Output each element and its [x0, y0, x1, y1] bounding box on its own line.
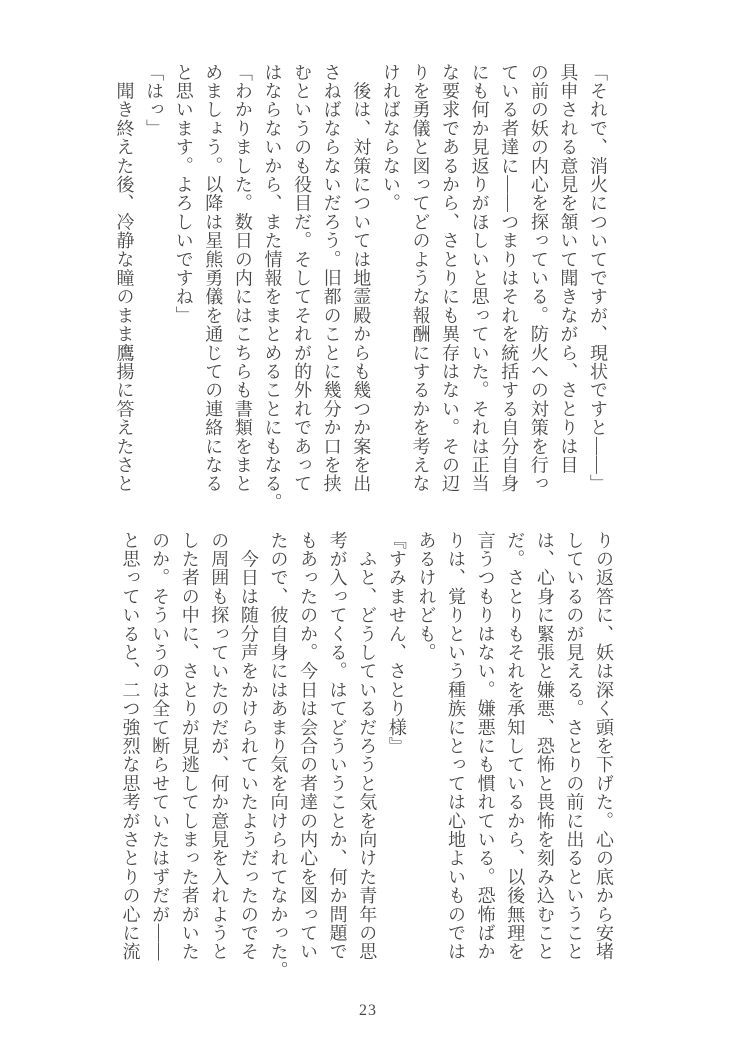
text-line: 「はっ」: [144, 63, 165, 138]
text-line: は、心身に緊張と嫌悪、恐怖と畏怖を刻み込むこと: [534, 531, 555, 962]
text-line: りは、覚りという種族にとっては心地よいものでは: [446, 531, 467, 962]
text-line: 言うつもりはない。嫌悪にも慣れている。恐怖ばか: [475, 531, 496, 962]
text-block-bottom: [115, 531, 618, 986]
text-line: ふと、どうしているだろうと気を向けた青年の思: [357, 531, 378, 962]
text-line: ている者達に――つまりはそれを統括する自分自身: [499, 63, 520, 494]
text-block-top: [109, 63, 612, 513]
text-line: りを勇儀と図ってどのような報酬にするかを考えな: [410, 63, 431, 494]
text-line: 「それで、消火についてですが、現状ですと――」: [588, 63, 608, 494]
text-line: のか。そういうのは全て断らせていたはずだが――: [150, 531, 171, 962]
text-line: さねばならないだろう。旧都のことに幾分か口を挟: [321, 63, 342, 494]
page-number: 23: [359, 1002, 377, 1019]
text-line: と思います。よろしいですね」: [173, 63, 194, 325]
text-line: した者の中に、さとりが見逃してしまった者がいた: [179, 531, 200, 962]
text-line: 聞き終えた後、冷静な瞳のまま鷹揚に答えたさと: [114, 63, 135, 494]
text-line: の周囲も探っていたのだが、何か意見を入れようと: [209, 531, 230, 962]
text-line: にも何か見返りがほしいと思っていた。それは正当: [469, 63, 490, 494]
text-line: たので、彼自身にはあまり気を向けられてなかった。: [268, 531, 289, 980]
text-line: 今日は随分声をかけられていたようだったのでそ: [238, 531, 259, 962]
text-line: あるけれども。: [416, 531, 437, 662]
text-line: めましょう。以降は星熊勇儀を通じての連絡になる: [203, 63, 224, 494]
text-line: ければならない。: [380, 63, 401, 213]
text-line: もあったのか。今日は会合の者達の内心を図ってい: [298, 531, 319, 962]
text-line: 「わかりました。数日の内にはこちらも書類をまと: [232, 63, 253, 494]
text-line: りの返答に、妖は深く頭を下げた。心の底から安堵: [594, 531, 614, 962]
text-line: の前の妖の内心を探っている。防火への対策を行っ: [528, 63, 549, 494]
text-line: 具申される意見を頷いて聞きながら、さとりは目: [558, 63, 579, 475]
text-line: 後は、対策については地霊殿からも幾つか案を出: [351, 63, 372, 494]
text-line: 考が入ってくる。はてどういうことか、何か問題で: [327, 531, 348, 962]
text-line: な要求であるから、さとりにも異存はない。その辺: [440, 63, 461, 494]
text-line: むというのも役目だ。そしてそれが的外れであって: [292, 63, 313, 494]
text-line: しているのが見える。さとりの前に出るということ: [564, 531, 585, 962]
text-line: と思っていると、二つ強烈な思考がさとりの心に流: [120, 531, 141, 962]
text-line: だ。さとりもそれを承知しているから、以後無理を: [505, 531, 526, 962]
text-line: 『すみません、さとり様』: [386, 531, 407, 756]
text-line: はならないから、また情報をまとめることにもなる。: [262, 63, 283, 512]
